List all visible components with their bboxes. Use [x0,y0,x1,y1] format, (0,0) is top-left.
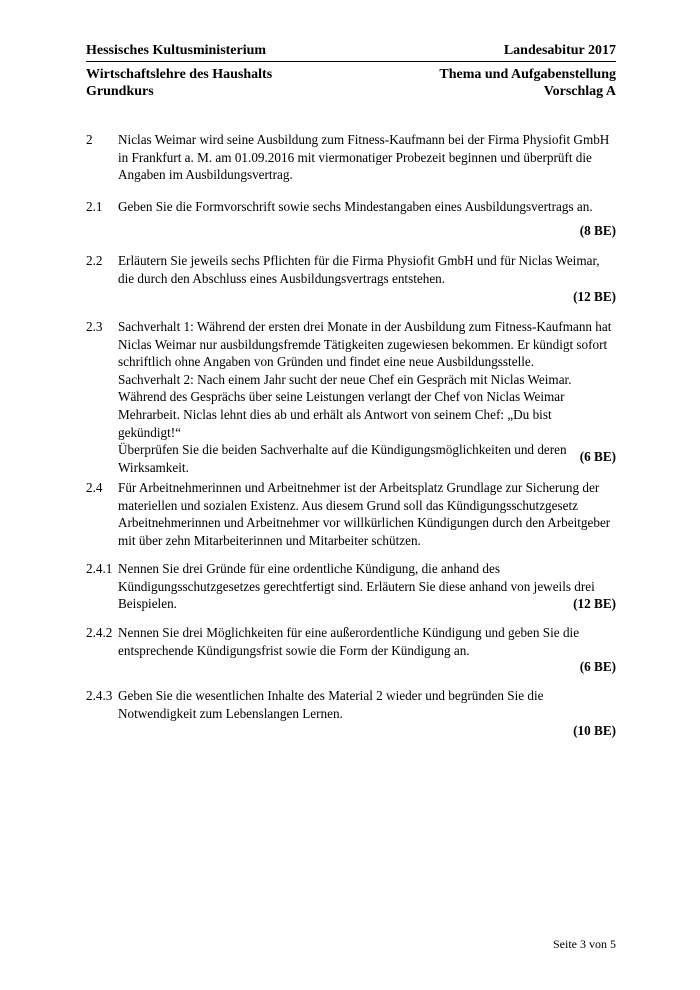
task-number: 2.4 [86,480,103,495]
task-text-situation-2: Sachverhalt 2: Nach einem Jahr sucht der neue Chef ein Gespräch mit Niclas Weimar. Während des Gesprächs über seine Leistungen verlangt der Chef von Niclas Weimar Mehrarbeit. Niclas lehnt dies ab und erhält als Antwort von seinem Chef: „Du bist gekündigt!“ [118,371,572,440]
task-2-4 [86,479,616,549]
task-2 [86,131,616,184]
header-divider [86,61,616,62]
task-text: Geben Sie die Formvorschrift sowie sechs Mindestangaben eines Ausbildungsvertrags an. [118,199,593,214]
score-2-4-2: (6 BE) [579,659,616,674]
header-row-3 [86,83,616,100]
header-row-1 [86,42,616,59]
task-2-4-1 [86,560,616,613]
header-row-2 [86,66,616,83]
task-number: 2.4.2 [86,625,113,640]
ministry-label: Hessisches Kultusministerium [86,43,267,58]
task-number: 2 [86,132,93,147]
score-2-4-1: (12 BE) [573,596,616,611]
task-text: Für Arbeitnehmerinnen und Arbeitnehmer ist der Arbeitsplatz Grundlage zur Sicherung der materiellen und sozialen Existenz. Aus diesem Grund soll das Kündigungsschutzgesetz Arbeitnehmerinnen und Arbeitnehmer vor willkürlichen Kündigungen durch den Arbeitgeber mit über zehn Mitarbeiterinnen und Mitarbeiter schützen. [118,480,611,548]
task-number: 2.4.1 [86,561,113,576]
task-text-situation-1: Sachverhalt 1: Während der ersten drei Monate in der Ausbildung zum Fitness-Kaufmann hat Niclas Weimar nur ausbildungsfremde Tätigkeiten zugewiesen bekommen. Er kündigt sofort schriftlich ohne Angaben von Gründen und findet eine neue Ausbildungsstelle. [118,319,612,370]
exam-label: Landesabitur 2017 [503,43,616,58]
task-text-instruction: Überprüfen Sie die beiden Sachverhalte auf die Kündigungsmöglichkeiten und deren Wirksamkeit. [118,442,567,475]
task-number: 2.4.3 [86,688,113,703]
page-number: Seite 3 von 5 [553,937,616,951]
score-2-1: (8 BE) [579,223,616,238]
proposal-label: Vorschlag A [543,84,616,99]
score-2-4-3: (10 BE) [573,723,616,738]
task-2-2 [86,252,616,287]
task-2-1 [86,198,616,216]
score-2-3: (6 BE) [579,449,616,464]
score-2-2: (12 BE) [573,289,616,304]
task-2-4-2 [86,624,616,659]
section-label: Thema und Aufgabenstellung [439,67,616,82]
task-text: Nennen Sie drei Gründe für eine ordentliche Kündigung, die anhand des Kündigungsschutzgesetzes gerechtfertigt sind. Erläutern Sie diese anhand von jeweils drei Beispielen. [118,561,595,612]
task-2-4-3 [86,687,616,722]
task-number: 2.1 [86,199,103,214]
task-text: Erläutern Sie jeweils sechs Pflichten für die Firma Physiofit GmbH und für Niclas Weimar, die durch den Abschluss eines Ausbildungsvertrags entstehen. [118,253,600,286]
task-number: 2.3 [86,319,103,334]
course-label: Grundkurs [86,84,154,99]
subject-label: Wirtschaftslehre des Haushalts [86,67,273,82]
task-2-3 [86,318,616,476]
task-text: Nennen Sie drei Möglichkeiten für eine außerordentliche Kündigung und geben Sie die entsprechende Kündigungsfrist sowie die Form der Kündigung an. [118,625,580,658]
task-number: 2.2 [86,253,103,268]
task-text: Niclas Weimar wird seine Ausbildung zum Fitness-Kaufmann bei der Firma Physiofit GmbH in Frankfurt a. M. am 01.09.2016 mit viermonatiger Probezeit beginnen und überprüft die Angaben im Ausbildungsvertrag. [118,132,610,183]
task-text: Geben Sie die wesentlichen Inhalte des Material 2 wieder und begründen Sie die Notwendigkeit zum Lebenslangen Lernen. [118,688,544,721]
